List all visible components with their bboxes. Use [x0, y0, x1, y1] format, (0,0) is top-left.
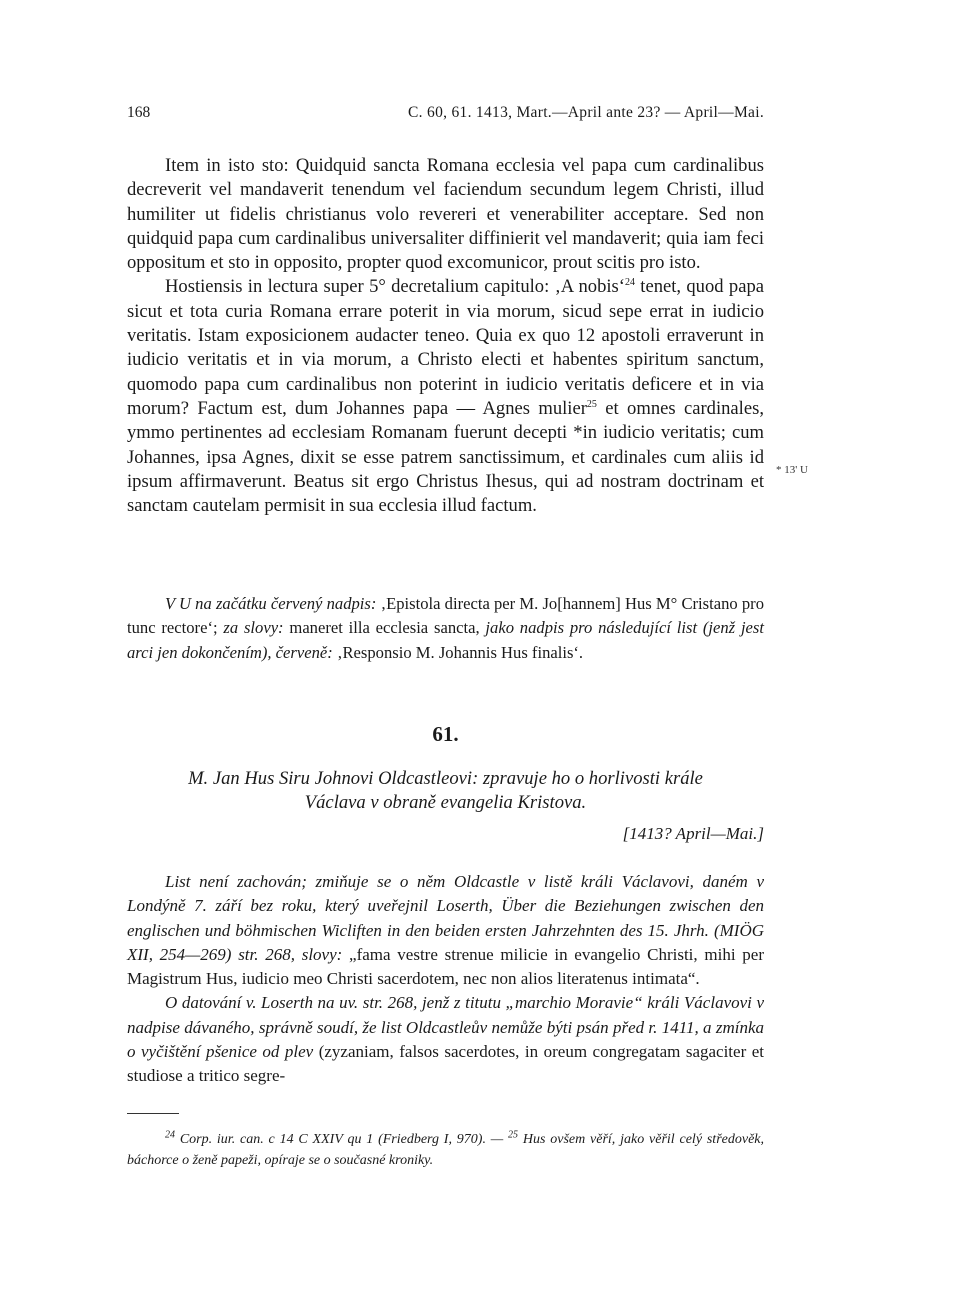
paragraph: Hostiensis in lectura super 5° decretalium capitulo: ‚A nobis‘$^{24}$ tenet, quod papa sicut et tota curia Romana errare poterit in via morum, sicud sepe errat in iudicio veritatis. Istam exposicionem audacter teneo. Quia ex quo 12 apostoli erraverunt in iudicio veritatis et in via morum, a Christo electi et habentes spiritum sanctum, quomodo papa cum cardinalibus non poterint in iudicio veritatis deficere et in via morum? Factum est, dum Johannes papa — Agnes mulier$^{25}$ et omnes cardinales, ymmo pertinentes ad ecclesiam Romanam fuerunt decepti *in iudicio veritatis; cum Johannes, ipsa Agnes, dixit se esse patrem sanctissimum, et cardinales cum aliis id ipsum affirmaverunt. Beatus sit ergo Christus Ihesus, qui ad nostram doctrinam et sanctam cautelam permisit in sua ecclesia illud factum.: [127, 276, 764, 517]
letter-number: 61.: [432, 722, 459, 746]
letter-title: M. Jan Hus Siru Johnovi Oldcastleovi: zpravuje ho o horlivosti krále Václava v obraně evangelia Kristova.: [188, 768, 703, 814]
editorial-note: V U na začátku červený nadpis: ‚Epistola directa per M. Jo[hannem] Hus M° Cristano pro tunc rectore‘; za slovy: maneret illa ecclesia sancta, jako nadpis pro následující list (jenž jest arci jen dokončením), červeně: ‚Responsio M. Johannis Hus finalis‘.: [127, 594, 764, 662]
commentary: List není zachován; zmiňuje se o něm Oldcastle v listě králi Václavovi, daném v Londýně 7. září bez roku, který uveřejnil Loserth, Über die Beziehungen zwischen den englischen und böhmischen Wicliften in den beiden ersten Jahrzehnten des 15. Jhrh. (MIÖG XII, 254—269) str. 268, slovy: „fama vestre strenue milicie in evangelio Christi, mihi per Magistrum Hus, iudicio meo Christi sacerdotem, nec non alios literatenus intimata“. O datování v. Loserth na uv. str. 268, jenž z titutu „marchio Moravie“ králi Václavovi v nadpise dávaného, správně soudí, že list Oldcastleův nemůže býti psán před r. 1411, a zmínka o vyčištění pšenice od plev (zyzaniam, falsos sacerdotes, in oreum congregatam sagaciter et studiose a tritico segre-: [127, 872, 764, 1086]
footnotes: $^{24}$ Corp. iur. can. c 14 C XXIV qu 1 (Friedberg I, 970). — $^{25}$ Hus ovšem věří, jako věřil celý středověk, báchorce o ženě papeži, opíraje se o současné kroniky.: [127, 1129, 764, 1168]
footnote-divider: [127, 1113, 179, 1114]
footnote-ref: 25: [586, 398, 597, 410]
page-number: 168: [127, 104, 151, 121]
letter-date: [1413? April—Mai.]: [622, 824, 764, 843]
latin-text: [127, 154, 764, 518]
margin-note: * 13' U: [776, 464, 808, 476]
footnote-ref: 24: [624, 277, 635, 289]
paragraph: Item in isto sto: Quidquid sancta Romana ecclesia vel papa cum cardinalibus decreverit vel mandaverit tenendum vel faciendum secundum legem Christi, illud humiliter ut fidelis christianus volo revereri et venerabiliter acceptare. Sed non quidquid papa cum cardinalibus universaliter diffinierit vel mandaverit; quia iam feci oppositum et sto in opposito, propter quod excomunicor, prout scitis pro isto.: [127, 155, 764, 274]
running-title: C. 60, 61. 1413, Mart.—April ante 23? — April—Mai.: [408, 104, 764, 121]
page-header: [127, 104, 764, 126]
